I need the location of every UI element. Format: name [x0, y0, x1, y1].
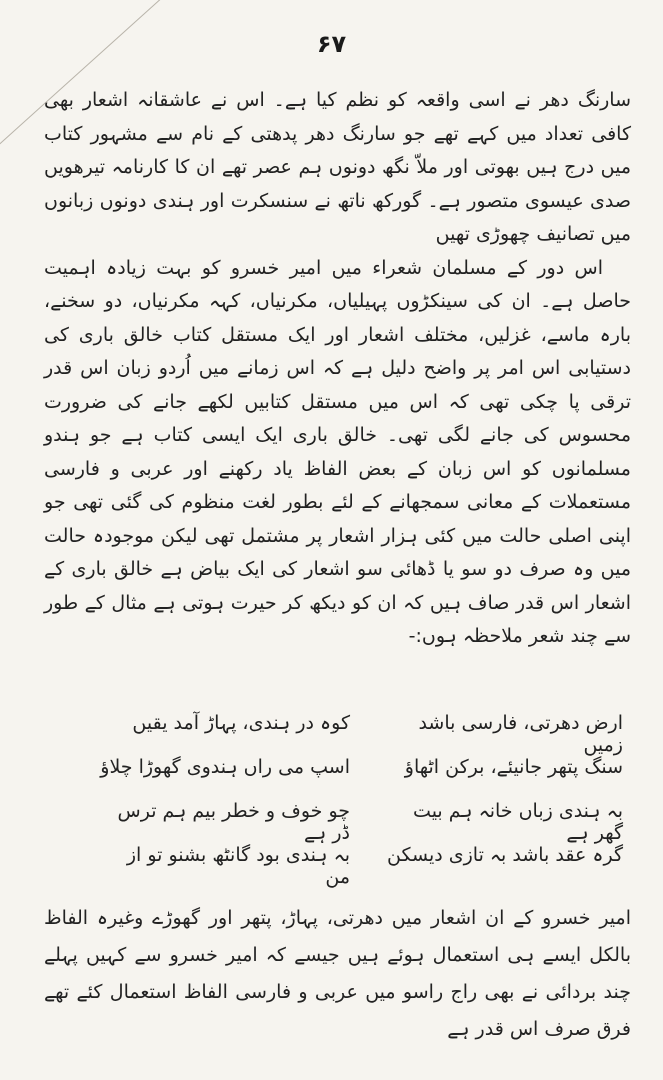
body-text [44, 84, 631, 654]
poetry-couplets [100, 712, 623, 888]
couplet-second-line: بہ ہندی بود گانٹھ بشنو تو از من [126, 844, 350, 888]
page-number: ۶۷ [316, 30, 347, 58]
couplet-second-line: اسپ می راں ہندوی گھوڑا چلاؤ [100, 756, 350, 778]
couplet [100, 756, 623, 800]
couplet [100, 844, 623, 888]
couplet [100, 712, 623, 756]
couplet-first-line: بہ ہندی زباں خانہ ہم بیت گھر ہے [413, 800, 623, 844]
couplet [100, 800, 623, 844]
couplet-second-line: چو خوف و خطر بیم ہم ترس ڈر ہے [117, 800, 350, 844]
paragraph-1: سارنگ دھر نے اسی واقعہ کو نظم کیا ہے۔ اس نے عاشقانہ اشعار بھی کافی تعداد میں کہے تھے جو سارنگ دھر پدھتی کے نام سے مشہور کتاب میں درج ہیں بھوتی اور ملاّ نگھ دونوں ہم عصر تھے ان کا کارنامہ تیرھویں صدی عیسوی متصور ہے۔ گورکھ ناتھ نے سنسکرت اور ہندی دونوں زبانوں میں تصانیف چھوڑی تھیں [44, 89, 631, 245]
couplet-first-line: گرہ عقد باشد بہ تازی دیسکن [387, 844, 623, 866]
couplet-second-line: کوہ در ہندی، پہاڑ آمد یقیں [132, 712, 350, 734]
couplet-first-line: ارض دھرتی، فارسی باشد زمیں [418, 712, 623, 756]
paragraph-2: اس دور کے مسلمان شعراء میں امیر خسرو کو بہت زیادہ اہمیت حاصل ہے۔ ان کی سینکڑوں پہیلیاں، مکرنیاں، کہہ مکرنیاں، دو سخنے، بارہ ماسے، غزلیں، مختلف اشعار اور ایک مستقل کتاب خالق باری کی دستیابی اس امر پر واضح دلیل ہے کہ اس زمانے میں اُردو زبان اس قدر ترقی پا چکی تھی کہ اس میں مستقل کتابیں لکھے جانے کی ضرورت محسوس کی جانے لگی تھی۔ خالق باری ایک ایسی کتاب ہے جو ہندو مسلمانوں کو اس زبان کے بعض الفاظ یاد رکھنے اور عربی و فارسی مستعملات کے معانی سمجھانے کے لئے بطور لغت منظوم کی گئی تھی جو اپنی اصلی حالت میں کئی ہزار اشعار پر مشتمل تھی لیکن موجودہ حالت میں وہ صرف دو سو یا ڈھائی سو اشعار کی ایک بیاض ہے خالق باری کے اشعار اس قدر صاف ہیں کہ ان کو دیکھ کر حیرت ہوتی ہے مثال کے طور سے چند شعر ملاحظہ ہوں:- [44, 256, 631, 647]
closing-paragraph [44, 900, 631, 1048]
paragraph-3: امیر خسرو کے ان اشعار میں دھرتی، پہاڑ، پتھر اور گھوڑے وغیرہ الفاظ بالکل ایسے ہی استعمال ہوئے ہیں جیسے کہ امیر خسرو سے کہیں پہلے چند بردائی نے بھی راج راسو میں عربی و فارسی الفاظ استعمال کئے تھے فرق صرف اس قدر ہے [44, 907, 631, 1040]
couplet-first-line: سنگ پتھر جانیئے، برکن اٹھاؤ [404, 756, 623, 778]
